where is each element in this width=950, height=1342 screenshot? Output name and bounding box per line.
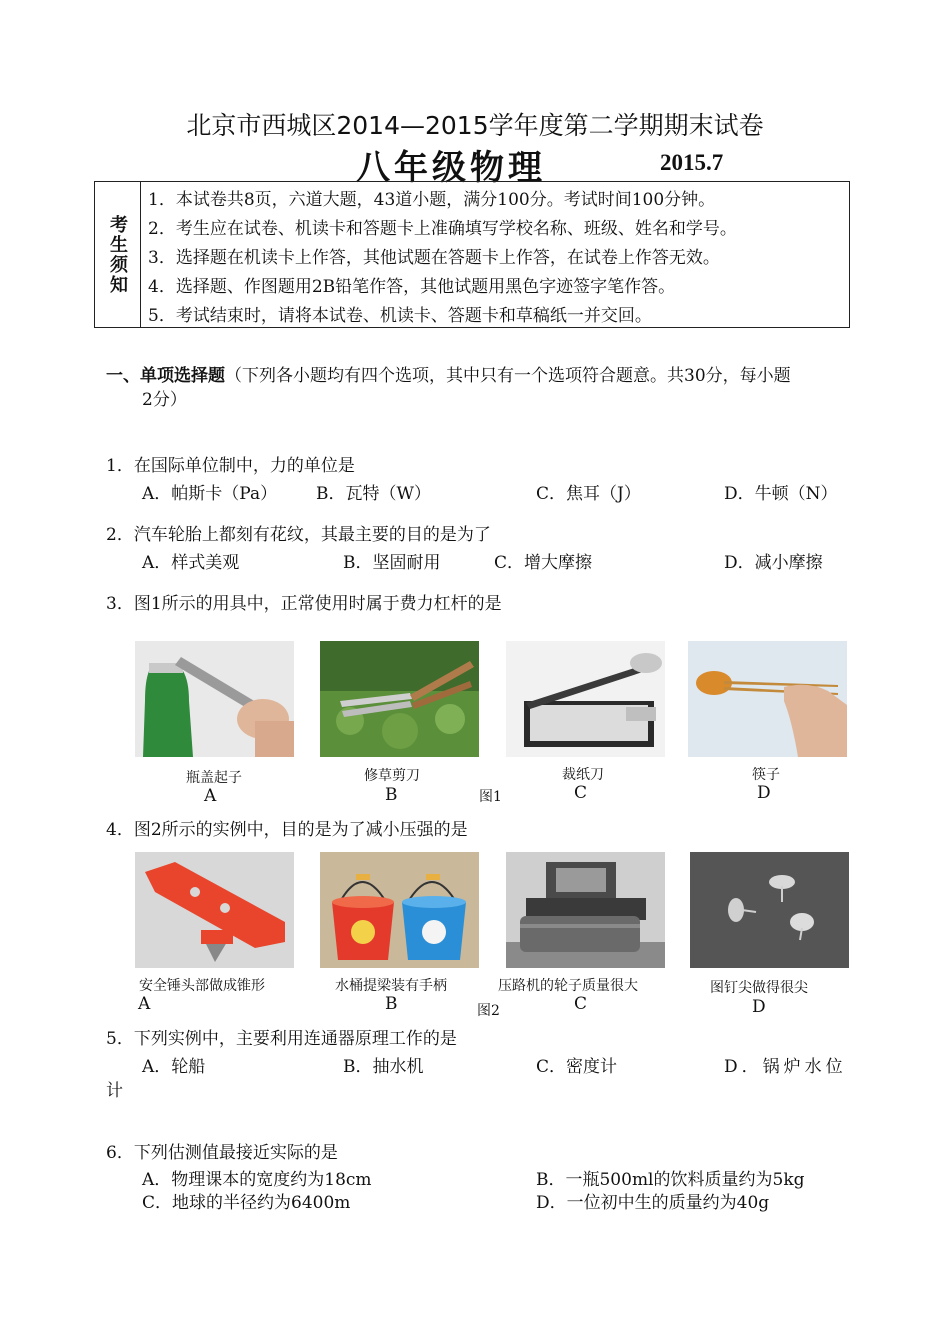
notice-item: 2．考生应在试卷、机读卡和答题卡上准确填写学校名称、班级、姓名和学号。 xyxy=(148,219,737,239)
fig2-label: 图2 xyxy=(477,1003,500,1019)
section-heading xyxy=(106,364,856,412)
safety-hammer-image xyxy=(135,852,294,968)
fig1-label: 图1 xyxy=(479,789,502,805)
fig2-caption-a: 安全锤头部做成锥形 xyxy=(139,978,265,994)
hedge-shears-image xyxy=(320,641,479,757)
fig2-letter-d: D xyxy=(752,997,766,1017)
section-title: 一、单项选择题 xyxy=(106,366,225,386)
question-3-stem: 3．图1所示的用具中，正常使用时属于费力杠杆的是 xyxy=(106,594,502,614)
fig1-caption-b: 修草剪刀 xyxy=(364,768,420,784)
question-4-stem: 4．图2所示的实例中，目的是为了减小压强的是 xyxy=(106,820,468,840)
q1-option-c: C．焦耳（J） xyxy=(536,484,641,504)
q2-option-d: D．减小摩擦 xyxy=(724,553,823,573)
buckets-image xyxy=(320,852,479,968)
fig1-caption-c: 裁纸刀 xyxy=(562,767,604,783)
q1-option-d: D．牛顿（N） xyxy=(724,484,838,504)
fig1-letter-b: B xyxy=(385,785,398,805)
q1-option-b: B．瓦特（W） xyxy=(316,484,431,504)
fig1-letter-a: A xyxy=(204,786,217,806)
q5-option-d: D．锅炉水位 xyxy=(724,1057,847,1077)
paper-cutter-image xyxy=(506,641,665,757)
question-2-stem: 2．汽车轮胎上都刻有花纹，其最主要的目的是为了 xyxy=(106,525,491,545)
section-desc-cont: 2分） xyxy=(142,390,187,410)
notice-list xyxy=(148,186,737,331)
q5-option-b: B．抽水机 xyxy=(343,1057,424,1077)
notice-item: 3．选择题在机读卡上作答，其他试题在答题卡上作答，在试卷上作答无效。 xyxy=(148,248,720,268)
q6-option-d: D．一位初中生的质量约为40g xyxy=(536,1193,770,1213)
exam-date: 2015.7 xyxy=(660,150,724,175)
q1-option-a: A．帕斯卡（Pa） xyxy=(142,484,278,504)
q6-option-b: B．一瓶500ml的饮料质量约为5kg xyxy=(536,1170,805,1190)
fig1-letter-c: C xyxy=(574,783,588,803)
chopsticks-image xyxy=(688,641,847,757)
q5-option-a: A．轮船 xyxy=(142,1057,206,1077)
q6-option-c: C．地球的半径约为6400m xyxy=(142,1193,351,1213)
notice-item: 4．选择题、作图题用2B铅笔作答，其他试题用黑色字迹签字笔作答。 xyxy=(148,277,676,297)
subject-title: 八年级物理 xyxy=(356,148,546,188)
q6-option-a: A．物理课本的宽度约为18cm xyxy=(142,1170,372,1190)
fig2-letter-c: C xyxy=(574,994,588,1014)
q2-option-a: A．样式美观 xyxy=(142,553,240,573)
bottle-opener-image xyxy=(135,641,294,757)
notice-box xyxy=(94,181,850,328)
exam-title: 北京市西城区2014—2015学年度第二学期期末试卷 xyxy=(186,111,764,140)
fig2-letter-b: B xyxy=(385,994,398,1014)
question-5-stem: 5．下列实例中，主要利用连通器原理工作的是 xyxy=(106,1029,457,1049)
fig2-caption-c: 压路机的轮子质量很大 xyxy=(498,978,638,994)
fig1-caption-d: 筷子 xyxy=(752,767,780,783)
q2-option-b: B．坚固耐用 xyxy=(343,553,441,573)
notice-item: 5．考试结束时，请将本试卷、机读卡、答题卡和草稿纸一并交回。 xyxy=(148,306,652,326)
q5-option-c: C．密度计 xyxy=(536,1057,618,1077)
q2-option-c: C．增大摩擦 xyxy=(494,553,593,573)
question-1-stem: 1．在国际单位制中，力的单位是 xyxy=(106,456,355,476)
q5-option-d-cont: 计 xyxy=(106,1081,123,1101)
fig2-caption-d: 图钉尖做得很尖 xyxy=(710,980,808,996)
notice-label: 考生须知 xyxy=(95,182,141,327)
fig2-caption-b: 水桶提梁装有手柄 xyxy=(335,978,447,994)
section-desc: （下列各小题均有四个选项，其中只有一个选项符合题意。共30分，每小题 xyxy=(225,366,791,386)
thumbtacks-image xyxy=(690,852,849,968)
question-6-stem: 6．下列估测值最接近实际的是 xyxy=(106,1143,338,1163)
road-roller-image xyxy=(506,852,665,968)
fig1-letter-d: D xyxy=(757,783,771,803)
notice-item: 1．本试卷共8页，六道大题，43道小题，满分100分。考试时间100分钟。 xyxy=(148,190,716,210)
fig2-letter-a: A xyxy=(138,994,151,1014)
fig1-caption-a: 瓶盖起子 xyxy=(186,770,242,786)
